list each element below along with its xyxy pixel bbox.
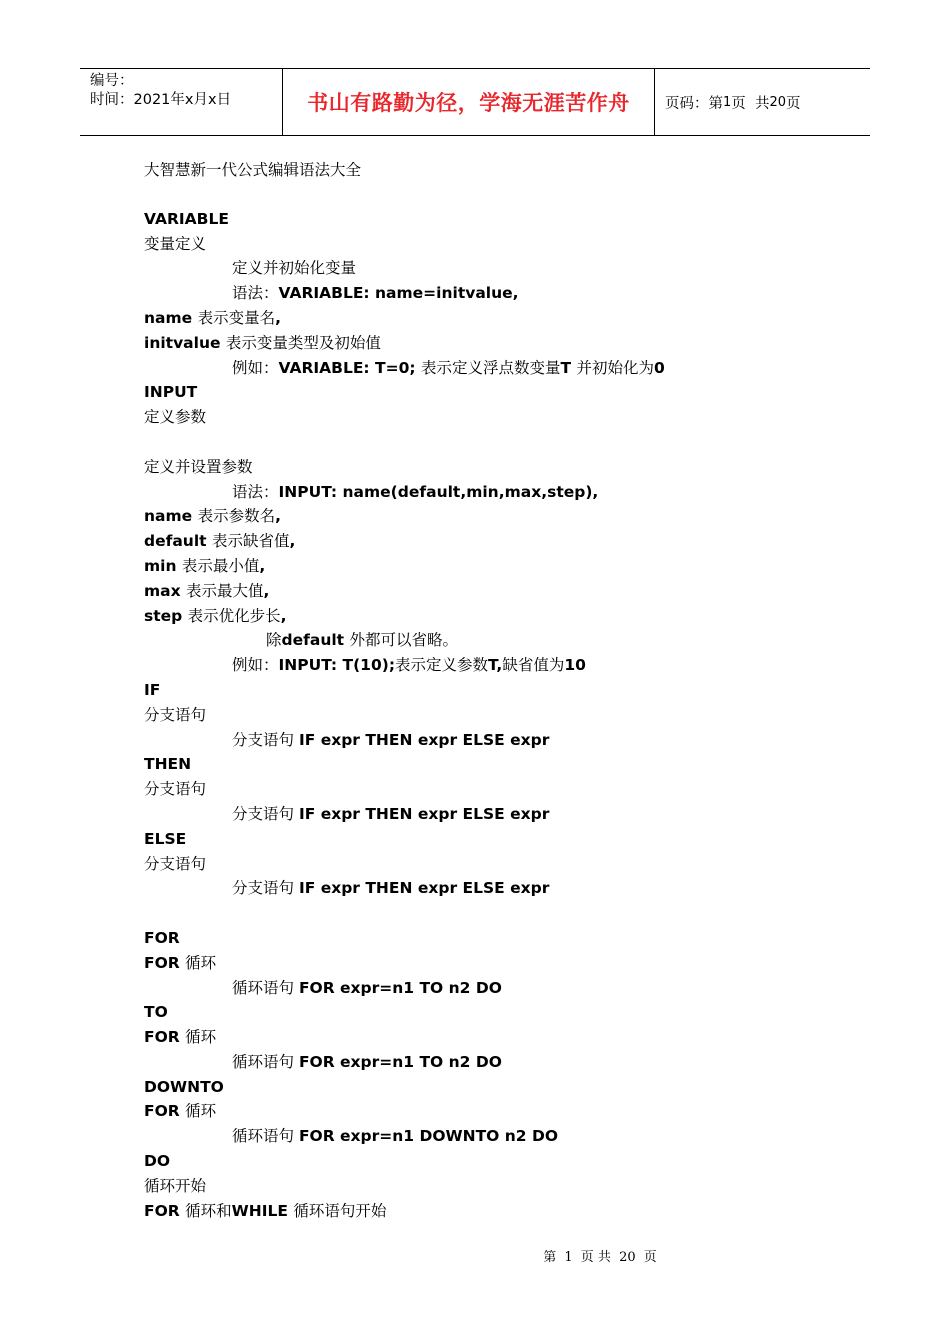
header-page-cell — [655, 69, 870, 135]
text-segment: 循环 — [185, 953, 217, 972]
keyword-text: TO — [144, 1003, 168, 1022]
keyword-text: T — [560, 358, 577, 377]
footer-page-number — [293, 1250, 657, 1265]
text-line — [144, 1050, 864, 1075]
text-segment: 变量定义 — [144, 234, 207, 253]
keyword-text: WHILE — [231, 1201, 294, 1220]
document-lines — [144, 207, 864, 1224]
text-line — [144, 1099, 864, 1124]
keyword-text: name — [144, 308, 198, 327]
keyword-text: default — [144, 532, 212, 551]
keyword-text: INPUT: name(default,min,max,step), — [278, 482, 599, 501]
text-line — [144, 579, 864, 604]
text-line — [144, 926, 864, 951]
text-line — [144, 356, 864, 381]
text-line — [144, 1199, 864, 1224]
keyword-text: , — [263, 581, 270, 600]
footer-mid: 页 共 — [580, 1250, 611, 1265]
keyword-text: FOR expr=n1 TO n2 DO — [298, 978, 502, 997]
blank-line — [144, 430, 864, 455]
keyword-text: FOR expr=n1 DOWNTO n2 DO — [298, 1127, 559, 1146]
keyword-text: IF — [144, 680, 161, 699]
header-left-cell — [80, 69, 282, 135]
document-title: 大智慧新一代公式编辑语法大全 — [144, 161, 362, 179]
keyword-text: VARIABLE — [144, 209, 229, 228]
text-line — [144, 678, 864, 703]
text-line — [144, 455, 864, 480]
keyword-text: IF expr THEN expr ELSE expr — [298, 804, 550, 823]
keyword-text: , — [275, 507, 281, 526]
text-line — [144, 1075, 864, 1100]
keyword-text: INPUT: T(10); — [278, 656, 396, 675]
text-line — [144, 777, 864, 802]
text-segment: 循环 — [185, 1102, 217, 1121]
keyword-text: max — [144, 581, 187, 600]
text-segment: 循环语句开始 — [293, 1201, 387, 1220]
keyword-text: , — [289, 532, 296, 551]
keyword-text: , — [275, 308, 281, 327]
text-line — [144, 604, 864, 629]
keyword-text: T, — [488, 656, 503, 675]
keyword-text: FOR expr=n1 TO n2 DO — [298, 1052, 502, 1071]
text-line — [144, 529, 864, 554]
blank-line — [144, 901, 864, 926]
text-line — [144, 628, 864, 653]
text-line — [144, 827, 864, 852]
keyword-text: IF expr THEN expr ELSE expr — [298, 879, 550, 898]
text-line — [144, 281, 864, 306]
text-line — [144, 504, 864, 529]
keyword-text: FOR — [144, 953, 186, 972]
text-line — [144, 1174, 864, 1199]
text-segment: 分支语句 — [144, 854, 207, 873]
keyword-text: FOR — [144, 1201, 186, 1220]
keyword-text: INPUT — [144, 383, 198, 402]
text-line — [144, 1025, 864, 1050]
text-segment: 循环语句 — [232, 1127, 299, 1146]
text-line — [144, 256, 864, 281]
text-segment: 循环开始 — [144, 1176, 207, 1195]
text-line — [144, 802, 864, 827]
keyword-text: initvalue — [144, 333, 226, 352]
keyword-text: 0 — [653, 358, 665, 377]
header-motto-cell — [282, 69, 655, 135]
keyword-text: FOR — [144, 1102, 186, 1121]
text-line — [144, 876, 864, 901]
document-body — [144, 158, 864, 1223]
text-line — [144, 1149, 864, 1174]
text-line — [144, 207, 864, 232]
text-line — [144, 976, 864, 1001]
text-line — [144, 852, 864, 877]
header-page-current: 1 — [723, 94, 732, 110]
keyword-text: FOR — [144, 928, 180, 947]
footer-total: 20 — [619, 1250, 636, 1265]
text-segment: 缺省值为 — [502, 656, 565, 675]
text-segment: 定义并设置参数 — [144, 457, 253, 476]
keyword-text: THEN — [144, 755, 192, 774]
keyword-text: VARIABLE: name=initvalue, — [278, 284, 519, 303]
text-segment: 表示最小值 — [181, 556, 260, 575]
text-segment: 循环和 — [185, 1201, 232, 1220]
text-segment: 外都可以省略。 — [349, 631, 458, 650]
text-segment: 分支语句 — [232, 730, 299, 749]
text-line — [144, 480, 864, 505]
text-segment: 除 — [266, 631, 282, 650]
text-segment: 例如： — [232, 656, 279, 675]
text-line — [144, 554, 864, 579]
text-segment: 循环语句 — [232, 1052, 299, 1071]
text-segment: 语法： — [232, 284, 279, 303]
text-segment: 例如： — [232, 358, 279, 377]
keyword-text: , — [280, 606, 287, 625]
header-page-mid: 页 共 — [731, 95, 770, 112]
keyword-text: name — [144, 507, 198, 526]
text-segment: 分支语句 — [232, 879, 299, 898]
text-line — [144, 703, 864, 728]
text-line — [144, 653, 864, 678]
text-segment: 分支语句 — [232, 804, 299, 823]
text-segment: 定义参数 — [144, 408, 207, 427]
keyword-text: step — [144, 606, 188, 625]
page-header — [80, 68, 870, 136]
text-segment: 表示参数名 — [197, 507, 276, 526]
document-time-label: 时间：2021年x月x日 — [90, 92, 232, 108]
keyword-text: FOR — [144, 1028, 186, 1047]
keyword-text: , — [259, 556, 266, 575]
header-page-prefix: 页码：第 — [665, 95, 723, 112]
footer-prefix: 第 — [543, 1250, 557, 1265]
text-segment: 表示变量名 — [197, 308, 276, 327]
header-page-total: 20 — [769, 94, 787, 110]
footer-suffix: 页 — [643, 1250, 657, 1265]
keyword-text: default — [281, 631, 350, 650]
keyword-text: IF expr THEN expr ELSE expr — [298, 730, 550, 749]
text-segment: 并初始化为 — [576, 358, 654, 377]
text-segment: 表示最大值 — [186, 581, 264, 600]
text-segment: 循环 — [185, 1028, 217, 1047]
text-segment: 表示缺省值 — [211, 532, 290, 551]
text-segment: 表示定义参数 — [395, 656, 489, 675]
text-segment: 分支语句 — [144, 780, 207, 799]
page-footer — [0, 1246, 950, 1265]
text-segment: 表示变量类型及初始值 — [225, 333, 381, 352]
keyword-text: min — [144, 556, 182, 575]
text-line — [144, 405, 864, 430]
text-line — [144, 1000, 864, 1025]
document-number-label: 编号： — [90, 73, 134, 89]
text-segment: 表示优化步长 — [187, 606, 281, 625]
keyword-text: ELSE — [144, 829, 187, 848]
keyword-text: DOWNTO — [144, 1077, 224, 1096]
text-line — [144, 232, 864, 257]
text-line — [144, 331, 864, 356]
text-segment: 语法： — [232, 482, 279, 501]
text-segment: 表示定义浮点数变量 — [420, 358, 561, 377]
keyword-text: DO — [144, 1152, 171, 1171]
text-line — [144, 752, 864, 777]
text-segment: 分支语句 — [144, 705, 207, 724]
text-segment: 循环语句 — [232, 978, 299, 997]
header-page-suffix: 页 — [786, 95, 801, 112]
header-motto: 书山有路勤为径，学海无涯苦作舟 — [307, 91, 630, 115]
text-line — [144, 728, 864, 753]
text-line — [144, 306, 864, 331]
footer-current: 1 — [564, 1250, 573, 1265]
text-line — [144, 380, 864, 405]
text-line — [144, 951, 864, 976]
keyword-text: 10 — [564, 656, 586, 675]
text-segment: 定义并初始化变量 — [232, 259, 357, 278]
keyword-text: VARIABLE: T=0; — [278, 358, 421, 377]
text-line — [144, 1124, 864, 1149]
